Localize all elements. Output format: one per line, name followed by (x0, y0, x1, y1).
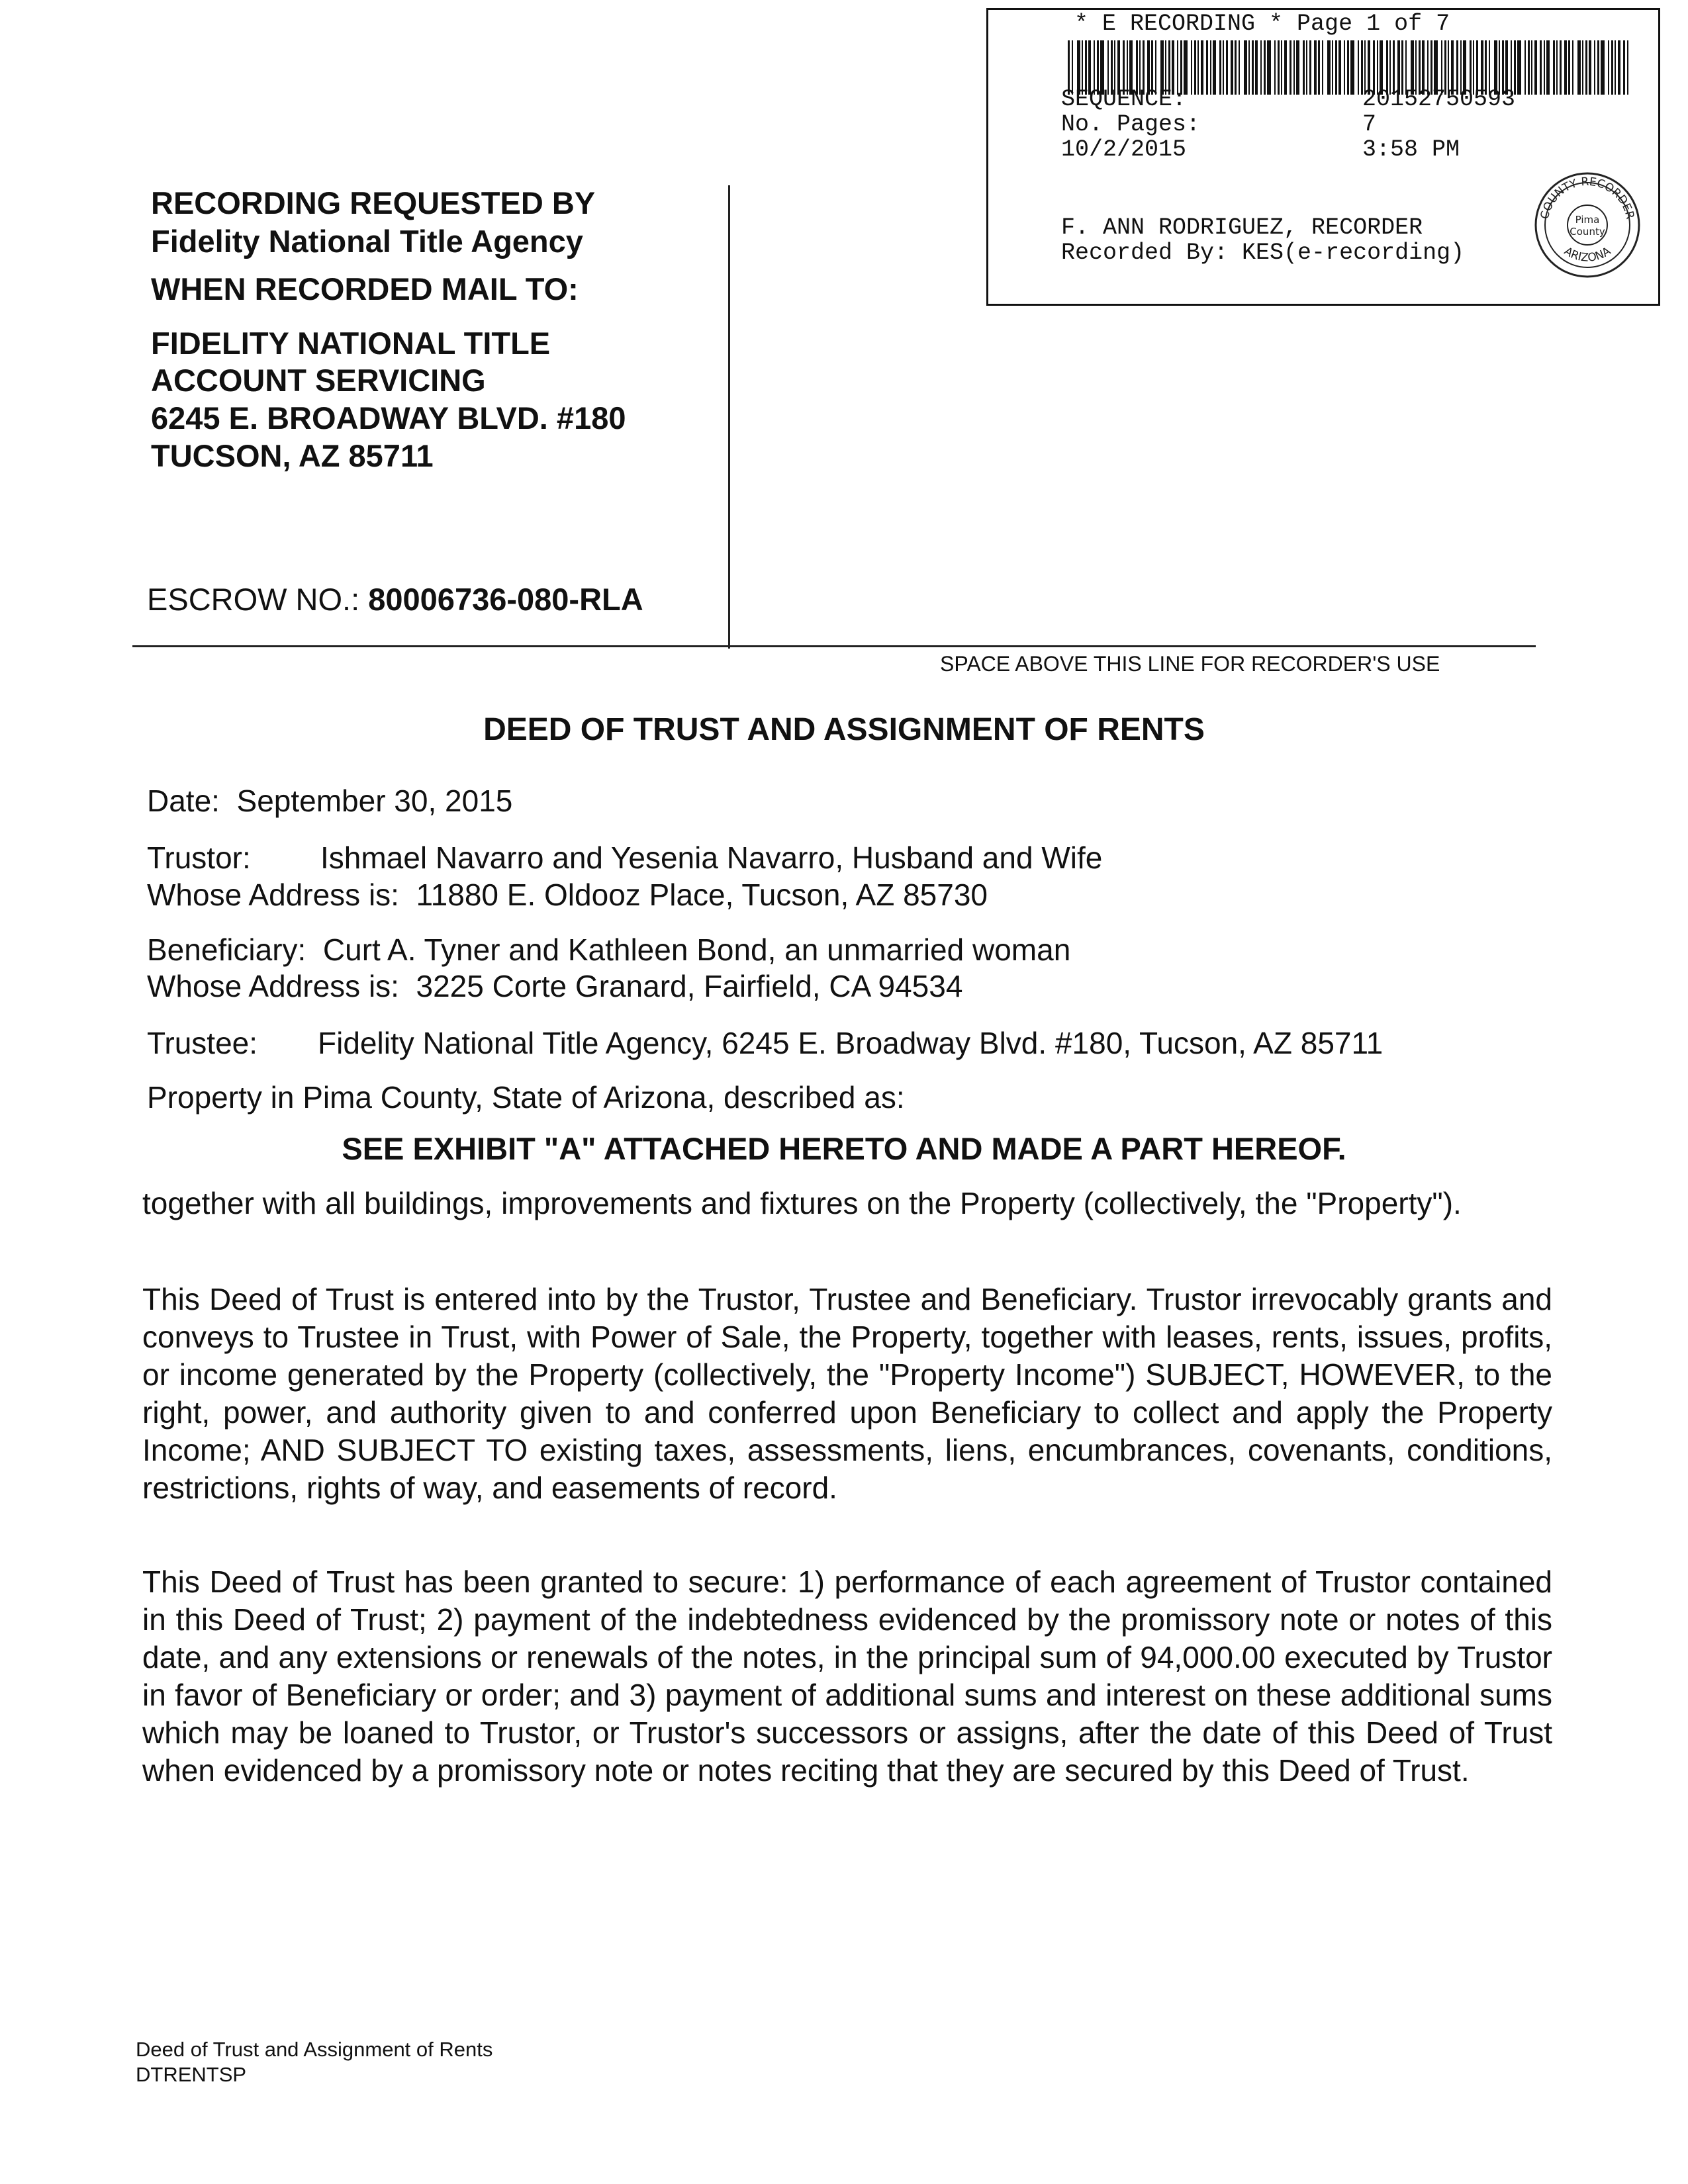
recorder-use-note: SPACE ABOVE THIS LINE FOR RECORDER'S USE (940, 652, 1440, 676)
barcode-bar (1556, 40, 1558, 95)
footer-title: Deed of Trust and Assignment of Rents (136, 2038, 493, 2061)
paragraph-secured: This Deed of Trust has been granted to secure: 1) performance of each agreement of Trustor contained in this Deed of Trust; 2) payment of the indebtedness evidenced by the promissory note or notes of this date, and any extensions or renewals of the notes, in the principal sum of 94,000.00 executed by Trustor in favor of Beneficiary or order; and 3) payment of additional sums and interest on these additional sums which may be loaned to Trustor, or Trustor's successors or assigns, after the date of this Deed of Trust when evidenced by a promissory note or notes reciting that they are secured by this Deed of Trust. (142, 1565, 1552, 1788)
paragraph-property: together with all buildings, improvements and fixtures on the Property (collectively, the "Property"). (142, 1186, 1462, 1220)
date-value: September 30, 2015 (236, 784, 513, 818)
barcode-bar (1608, 40, 1609, 95)
mail-to-line-1: FIDELITY NATIONAL TITLE (151, 326, 551, 361)
barcode-bar (1572, 40, 1573, 95)
barcode-bar (1546, 40, 1550, 95)
exhibit-reference: SEE EXHIBIT "A" ATTACHED HERETO AND MADE A PART HEREOF. (342, 1131, 1346, 1166)
barcode-bar (1594, 40, 1595, 95)
trustor-address: 11880 E. Oldooz Place, Tucson, AZ 85730 (416, 878, 988, 912)
beneficiary-address-label: Whose Address is: (147, 969, 399, 1003)
recorder-name: F. ANN RODRIGUEZ, RECORDER (1061, 214, 1423, 241)
mail-to-line-3: 6245 E. BROADWAY BLVD. #180 (151, 400, 626, 435)
beneficiary-value: Curt A. Tyner and Kathleen Bond, an unmarried woman (322, 933, 1071, 967)
barcode-bar (1627, 40, 1628, 95)
trustor-field (147, 839, 1102, 876)
requested-by-agency: Fidelity National Title Agency (151, 224, 583, 259)
header-divider-vertical (728, 185, 730, 649)
barcode-bar (1601, 40, 1605, 95)
recording-stamp (986, 8, 1660, 306)
pages-row (1061, 112, 1376, 137)
beneficiary-label: Beneficiary: (147, 933, 306, 967)
mail-to-line-2: ACCOUNT SERVICING (151, 363, 486, 398)
property-intro: Property in Pima County, State of Arizona, described as: (147, 1080, 905, 1115)
trustee-label: Trustee: (147, 1026, 258, 1060)
record-date: 10/2/2015 (1061, 136, 1187, 163)
pages-value: 7 (1362, 111, 1377, 138)
barcode-bar (1623, 40, 1625, 95)
barcode-bar (1528, 40, 1530, 95)
trustor-label: Trustor: (147, 841, 251, 875)
barcode-bar (1534, 40, 1537, 95)
svg-text:COUNTY RECORDER: COUNTY RECORDER (1538, 175, 1637, 221)
beneficiary-address: 3225 Corte Granard, Fairfield, CA 94534 (416, 969, 963, 1003)
date-field (147, 782, 512, 819)
trustee-value: Fidelity National Title Agency, 6245 E. Broadway Blvd. #180, Tucson, AZ 85711 (318, 1026, 1383, 1060)
barcode-bar (1585, 40, 1587, 95)
trustor-address-field (147, 876, 988, 913)
recorded-by: Recorded By: KES(e-recording) (1061, 240, 1465, 266)
datetime-row (1061, 137, 1460, 162)
document-title: DEED OF TRUST AND ASSIGNMENT OF RENTS (483, 712, 1205, 747)
barcode-bar (1531, 40, 1532, 95)
barcode-bar (1582, 40, 1583, 95)
pages-label: No. Pages: (1061, 111, 1201, 138)
barcode-bar (1618, 40, 1620, 95)
barcode-bar (1615, 40, 1616, 95)
escrow-number (147, 581, 643, 617)
barcode-bar (1597, 40, 1599, 95)
record-time: 3:58 PM (1362, 136, 1460, 163)
stamp-header: * E RECORDING * Page 1 of 7 (1074, 11, 1450, 37)
barcode-bar (1611, 40, 1613, 95)
date-label: Date: (147, 784, 220, 818)
page-footer (136, 2037, 492, 2087)
barcode-bar (1540, 40, 1542, 95)
beneficiary-address-field (147, 968, 962, 1005)
trustor-address-label: Whose Address is: (147, 878, 399, 912)
escrow-value: 80006736-080-RLA (368, 582, 643, 617)
barcode-bar (1524, 40, 1526, 95)
trustor-value: Ishmael Navarro and Yesenia Navarro, Husband and Wife (320, 841, 1103, 875)
barcode-bar (1560, 40, 1562, 95)
svg-text:Pima: Pima (1575, 214, 1600, 226)
barcode-bar (1568, 40, 1570, 95)
paragraph-grant: This Deed of Trust is entered into by the Trustor, Trustee and Beneficiary. Trustor irrevocably grants and conveys to Trustee in Trust, with Power of Sale, the Property, together with leases, rents, issues, profits, or income generated by the Property (collectively, the "Property Income") SUBJECT, HOWEVER, to the right, power, and authority given to and conferred upon Beneficiary to collect and apply the Property Income; AND SUBJECT TO existing taxes, assessments, liens, encumbrances, covenants, conditions, restrictions, rights of way, and easements of record. (142, 1282, 1552, 1505)
mail-to-line-4: TUCSON, AZ 85711 (151, 438, 434, 473)
county-seal-icon (1531, 169, 1644, 281)
escrow-label: ESCROW NO.: (147, 582, 360, 617)
beneficiary-field (147, 931, 1070, 968)
header-divider-horizontal (132, 645, 1536, 647)
trustee-field (147, 1024, 1383, 1062)
barcode-bar (1577, 40, 1581, 95)
sequence-row (1061, 87, 1515, 112)
barcode-bar (1553, 40, 1555, 95)
barcode-bar (1517, 40, 1521, 95)
barcode-bar (1589, 40, 1591, 95)
sequence-label: SEQUENCE: (1061, 86, 1187, 113)
footer-code: DTRENTSP (136, 2063, 247, 2086)
recording-requested-by-label: RECORDING REQUESTED BY (151, 185, 596, 220)
svg-text:County: County (1570, 226, 1605, 238)
when-recorded-mail-to-label: WHEN RECORDED MAIL TO: (151, 271, 579, 306)
sequence-value: 20152750593 (1362, 86, 1516, 113)
svg-text:ARIZONA: ARIZONA (1562, 244, 1613, 265)
barcode-bar (1564, 40, 1567, 95)
barcode-bar (1544, 40, 1545, 95)
